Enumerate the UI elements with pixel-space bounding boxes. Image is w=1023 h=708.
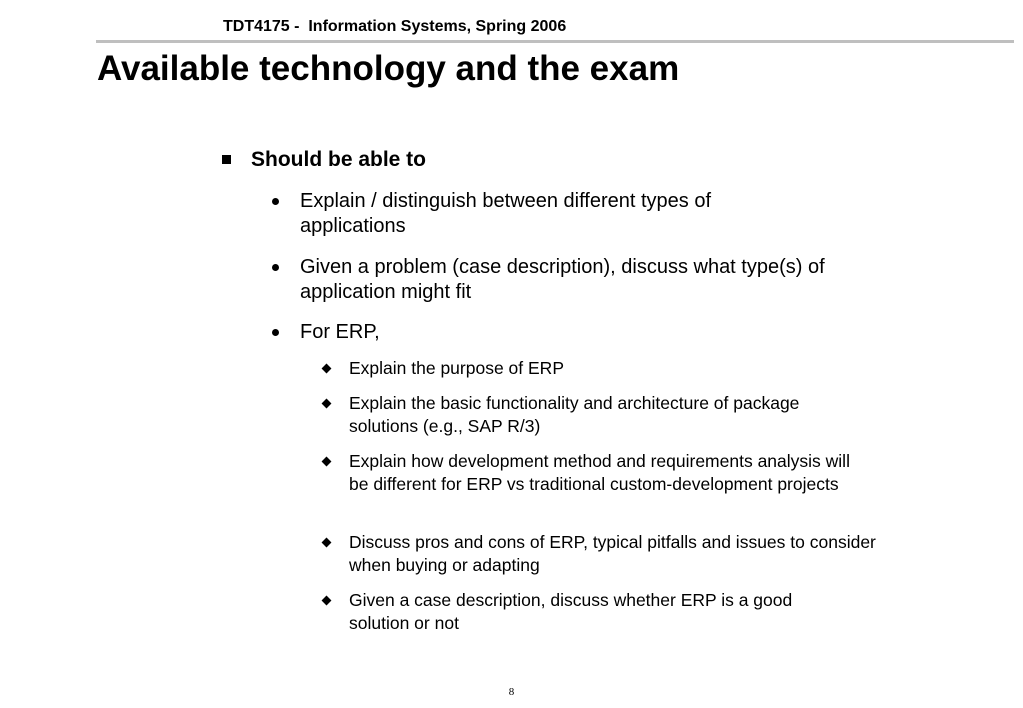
round-bullet-icon (272, 198, 279, 205)
list-item: Discuss pros and cons of ERP, typical pitfalls and issues to consider when buying or adapting (349, 532, 876, 575)
round-bullet-icon (272, 264, 279, 271)
level1-heading: Should be able to (251, 148, 427, 171)
header-divider (96, 40, 1014, 43)
list-item: Explain the purpose of ERP (349, 358, 564, 378)
page-number: 8 (508, 686, 515, 698)
list-item: Given a problem (case description), discuss what type(s) of application might fit (300, 256, 825, 303)
list-item: Explain how development method and requirements analysis will be different for ERP vs traditional custom-development projects (349, 451, 850, 494)
diamond-bullet-icon (322, 364, 332, 374)
round-bullet-icon (272, 329, 279, 336)
list-item: For ERP, (300, 321, 380, 343)
square-bullet-icon (222, 155, 231, 164)
header-course-title: TDT4175 - Information Systems, Spring 2006 (223, 18, 567, 35)
list-item: Given a case description, discuss whether ERP is a good solution or not (349, 590, 793, 633)
diamond-bullet-icon (322, 596, 332, 606)
diamond-bullet-icon (322, 538, 332, 548)
list-item: Explain the basic functionality and architecture of package solutions (e.g., SAP R/3) (349, 393, 800, 436)
list-item: Explain / distinguish between different types of applications (300, 190, 711, 237)
diamond-bullet-icon (322, 399, 332, 409)
diamond-bullet-icon (322, 457, 332, 467)
slide-title: Available technology and the exam (97, 49, 680, 88)
